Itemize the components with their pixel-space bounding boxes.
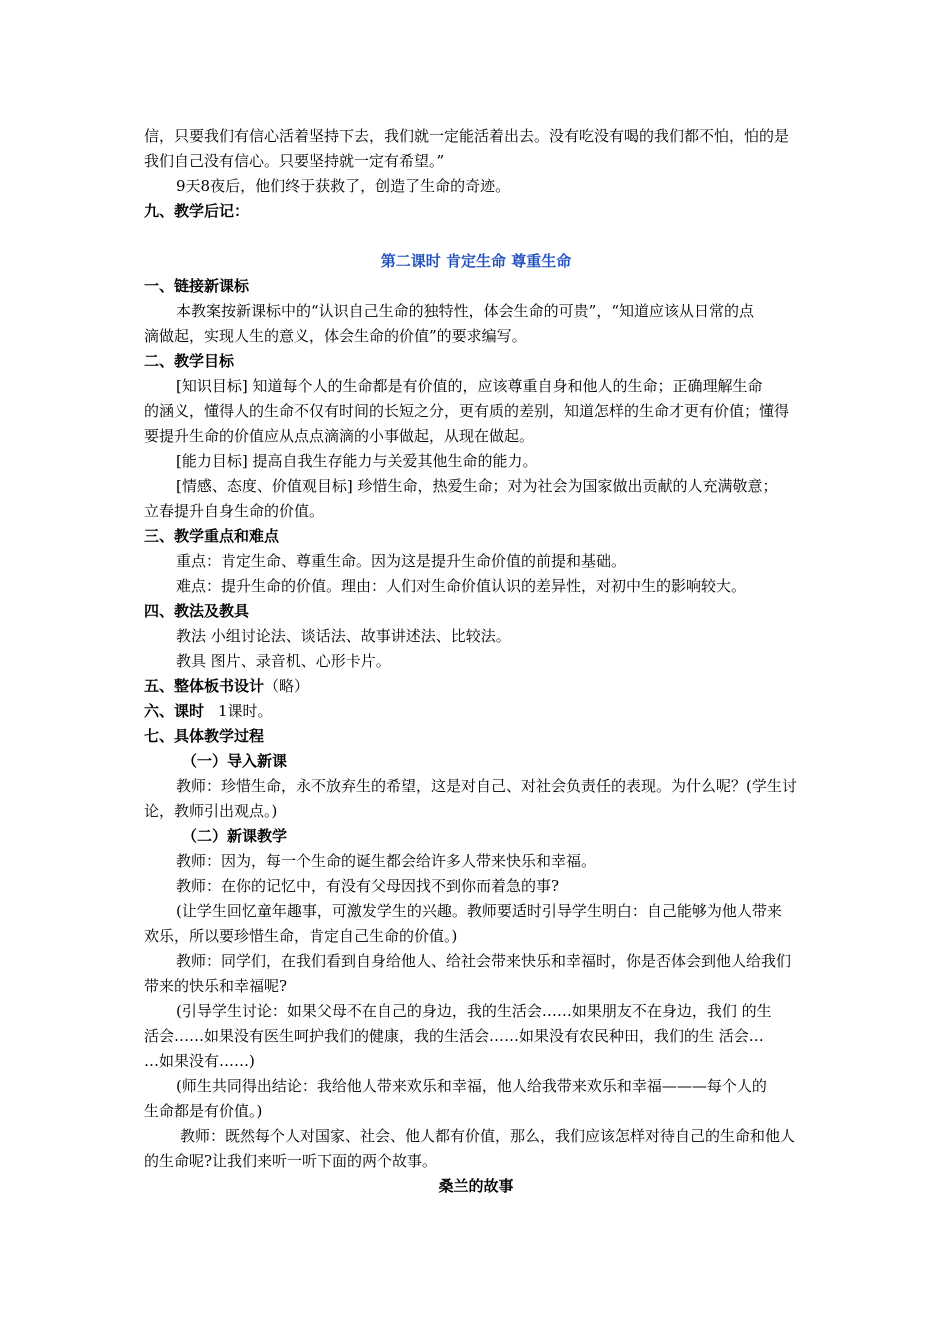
paragraph-line: …如果没有……)	[144, 1052, 255, 1070]
section-heading	[144, 701, 808, 721]
paragraph-line: 教师：因为，每一个生命的诞生都会给许多人带来快乐和幸福。	[176, 852, 597, 870]
section-heading-note: （略）	[264, 677, 310, 695]
paragraph-line: 本教案按新课标中的“认识自己生命的独特性，体会生命的可贵”，“知道应该从日常的点	[176, 302, 755, 320]
paragraph-line: [知识目标] 知道每个人的生命都是有价值的，应该尊重自身和他人的生命；正确理解生命	[176, 377, 763, 395]
paragraph-line: 滴做起，实现人生的意义，体会生命的价值”的要求编写。	[144, 327, 527, 345]
paragraph-line: 的涵义，懂得人的生命不仅有时间的长短之分，更有质的差别，知道怎样的生命才更有价值；懂得	[144, 402, 790, 420]
section-heading-value: 1课时。	[218, 702, 273, 720]
lesson-title: 第二课时 肯定生命 尊重生命	[380, 252, 572, 270]
section-heading	[144, 676, 808, 696]
paragraph-line: 难点：提升生命的价值。理由：人们对生命价值认识的差异性，对初中生的影响较大。	[176, 577, 747, 595]
subsection-heading: （一）导入新课	[182, 752, 288, 770]
paragraph-line: 论，教师引出观点。)	[144, 802, 278, 820]
paragraph-line: 教师：同学们，在我们看到自身给他人、给社会带来快乐和幸福时，你是否体会到他人给我们	[176, 952, 792, 970]
paragraph-line: 教法 小组讨论法、谈话法、故事讲述法、比较法。	[176, 627, 511, 645]
paragraph-line: 9天8夜后，他们终于获救了，创造了生命的奇迹。	[176, 177, 511, 195]
section-heading: 九、教学后记：	[144, 202, 250, 220]
section-heading: 七、具体教学过程	[144, 727, 265, 745]
paragraph-line: 教具 图片、录音机、心形卡片。	[176, 652, 391, 670]
section-heading-text: 五、整体板书设计	[144, 677, 265, 695]
section-heading: 四、教法及教具	[144, 602, 250, 620]
paragraph-line: 的生命呢?让我们来听一听下面的两个故事。	[144, 1152, 438, 1170]
paragraph-line: 生命都是有价值。)	[144, 1102, 263, 1120]
paragraph-line: 教师：在你的记忆中，有没有父母因找不到你而着急的事?	[176, 877, 560, 895]
section-heading: 三、教学重点和难点	[144, 527, 280, 545]
paragraph-line: [情感、态度、价值观目标] 珍惜生命，热爱生命；对为社会为国家做出贡献的人充满敬意；	[176, 477, 778, 495]
paragraph-line: 我们自己没有信心。只要坚持就一定有希望。”	[144, 152, 445, 170]
section-heading: 二、教学目标	[144, 352, 235, 370]
paragraph-line: 要提升生命的价值应从点点滴滴的小事做起，从现在做起。	[144, 427, 535, 445]
paragraph-line: 活会……如果没有医生呵护我们的健康，我的生活会……如果没有农民种田，我们的生 活会…	[144, 1027, 764, 1045]
subsection-heading: （二）新课教学	[182, 827, 288, 845]
paragraph-line: 教师：珍惜生命，永不放弃生的希望，这是对自己、对社会负责任的表现。为什么呢？(学生讨	[176, 777, 797, 795]
paragraph-line: (让学生回忆童年趣事，可激发学生的兴趣。教师要适时引导学生明白：自己能够为他人带来	[176, 902, 782, 920]
paragraph-line: 教师：既然每个人对国家、社会、他人都有价值，那么，我们应该怎样对待自己的生命和他人	[180, 1127, 796, 1145]
section-heading-text: 六、课时	[144, 702, 205, 720]
paragraph-line: 重点：肯定生命、尊重生命。因为这是提升生命价值的前提和基础。	[176, 552, 627, 570]
story-title: 桑兰的故事	[438, 1177, 514, 1195]
paragraph-line: [能力目标] 提高自我生存能力与关爱其他生命的能力。	[176, 452, 538, 470]
section-heading: 一、链接新课标	[144, 277, 250, 295]
paragraph-line: 带来的快乐和幸福呢?	[144, 977, 288, 995]
paragraph-line: 立春提升自身生命的价值。	[144, 502, 325, 520]
paragraph-line: 欢乐，所以要珍惜生命，肯定自己生命的价值。)	[144, 927, 458, 945]
paragraph-line: (引导学生讨论：如果父母不在自己的身边，我的生活会……如果朋友不在身边，我们 的生	[176, 1002, 772, 1020]
paragraph-line: 信，只要我们有信心活着坚持下去，我们就一定能活着出去。没有吃没有喝的我们都不怕，怕的是	[144, 127, 790, 145]
paragraph-line: (师生共同得出结论：我给他人带来欢乐和幸福，他人给我带来欢乐和幸福———每个人的	[176, 1077, 767, 1095]
